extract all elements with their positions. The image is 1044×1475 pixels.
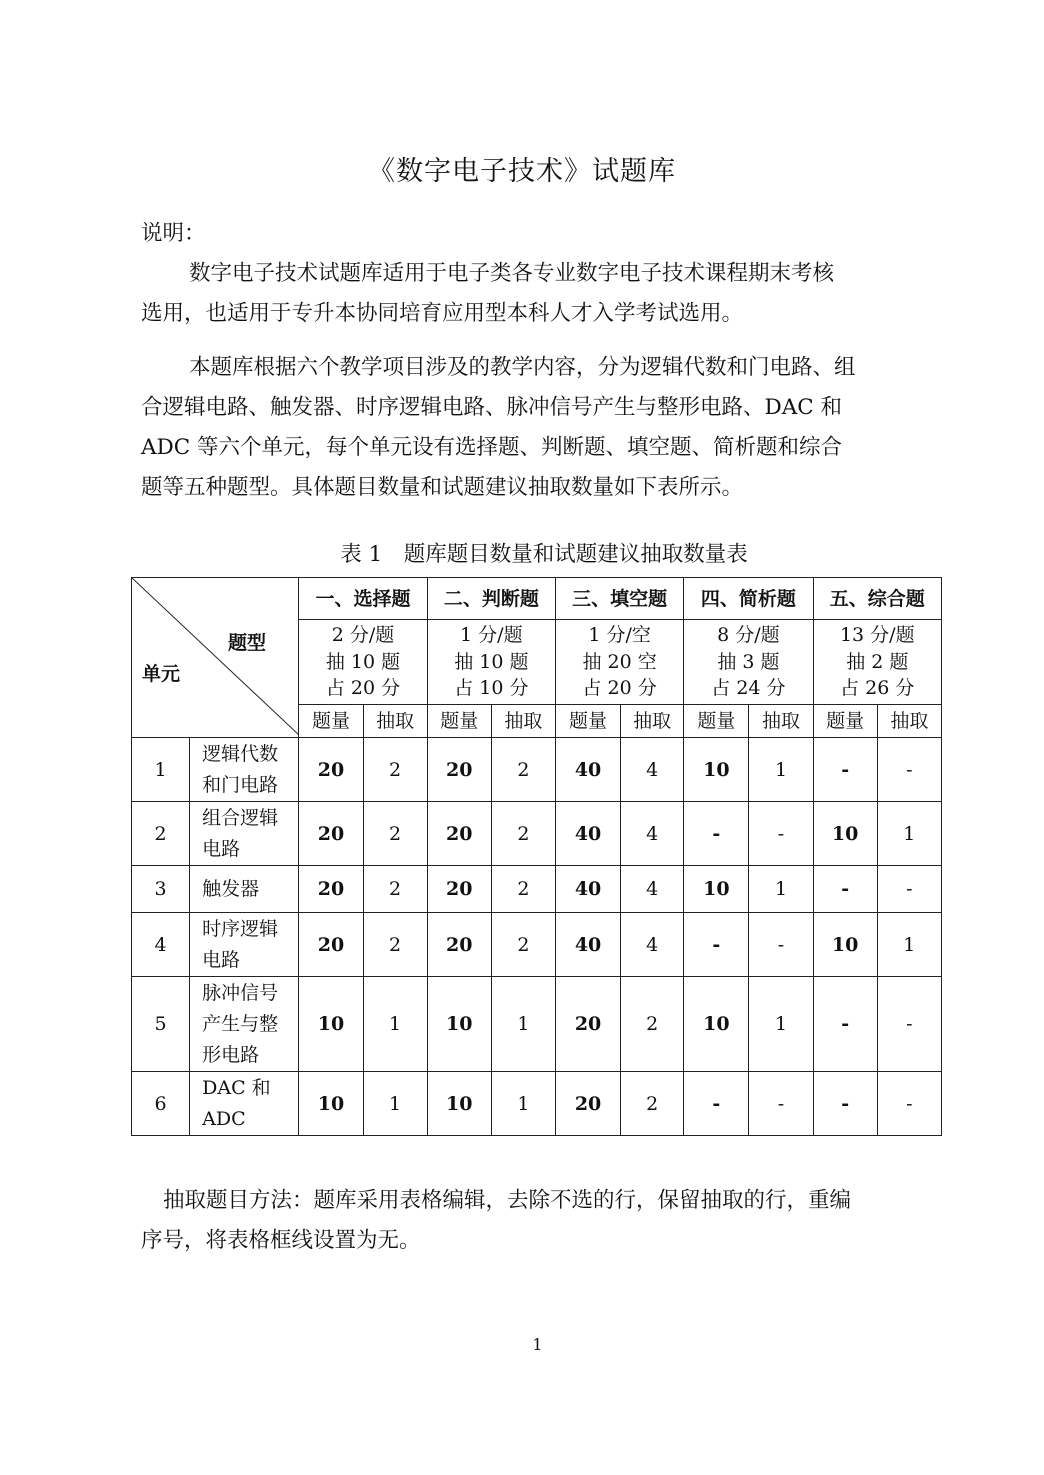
question-count-cell: - <box>684 1072 749 1136</box>
draw-count-cell: 2 <box>491 866 555 913</box>
table-row <box>132 802 942 866</box>
scoring-line: 抽 20 空 <box>582 650 657 673</box>
question-count-cell: 10 <box>427 1072 491 1136</box>
question-type-header: 五、综合题 <box>813 578 941 620</box>
question-count-cell: 10 <box>813 802 877 866</box>
count-column-header: 题量 <box>684 705 749 738</box>
draw-count-cell: 2 <box>363 802 427 866</box>
count-column-header: 题量 <box>813 705 877 738</box>
count-column-header: 题量 <box>299 705 363 738</box>
question-type-header: 四、简析题 <box>684 578 813 620</box>
draw-count-cell: 2 <box>363 866 427 913</box>
unit-name-line: 形电路 <box>202 1043 260 1066</box>
paragraph-scope <box>141 254 941 334</box>
draw-count-cell: - <box>877 1072 941 1136</box>
question-count-cell: 20 <box>427 738 491 802</box>
draw-column-header: 抽取 <box>491 705 555 738</box>
draw-column-header: 抽取 <box>363 705 427 738</box>
paragraph-line: 本题库根据六个教学项目涉及的教学内容，分为逻辑代数和门电路、组 <box>189 355 856 380</box>
question-count-cell: 10 <box>684 738 749 802</box>
question-count-cell: 10 <box>813 913 877 977</box>
unit-number: 2 <box>132 802 190 866</box>
draw-column-header: 抽取 <box>621 705 684 738</box>
scoring-line: 占 24 分 <box>711 677 786 700</box>
unit-name-line: ADC <box>202 1107 246 1130</box>
draw-count-cell: 4 <box>621 738 684 802</box>
page-number: 1 <box>532 1335 543 1354</box>
question-type-scoring <box>427 620 555 705</box>
unit-name-line: 脉冲信号 <box>202 981 279 1004</box>
unit-name-line: 时序逻辑 <box>202 917 279 940</box>
diagonal-divider <box>132 578 299 735</box>
scoring-line: 抽 2 题 <box>846 650 909 673</box>
scoring-line: 抽 10 题 <box>325 650 401 673</box>
question-type-header: 一、选择题 <box>299 578 427 620</box>
paragraph-structure <box>141 348 941 508</box>
question-count-cell: 20 <box>299 738 363 802</box>
table-row <box>132 738 942 802</box>
question-count-cell: 20 <box>427 866 491 913</box>
question-count-cell: 40 <box>555 738 620 802</box>
draw-count-cell: 2 <box>491 913 555 977</box>
paragraph-line: ADC 等六个单元，每个单元设有选择题、判断题、填空题、简析题和综合 <box>141 435 843 460</box>
question-count-cell: - <box>684 913 749 977</box>
draw-count-cell: 1 <box>491 1072 555 1136</box>
question-count-cell: 10 <box>684 977 749 1072</box>
draw-count-cell: - <box>749 802 813 866</box>
unit-name-line: 产生与整 <box>202 1012 279 1035</box>
draw-count-cell: - <box>877 977 941 1072</box>
draw-count-cell: 2 <box>491 802 555 866</box>
unit-name <box>190 866 299 913</box>
question-count-cell: - <box>813 738 877 802</box>
unit-name <box>190 913 299 977</box>
scoring-line: 占 26 分 <box>840 677 915 700</box>
question-count-cell: - <box>813 866 877 913</box>
table-row <box>132 913 942 977</box>
scoring-line: 占 20 分 <box>582 677 657 700</box>
draw-count-cell: - <box>749 1072 813 1136</box>
draw-count-cell: 1 <box>749 866 813 913</box>
question-count-cell: 40 <box>555 866 620 913</box>
intro-label-block <box>141 214 941 254</box>
draw-count-cell: 1 <box>877 913 941 977</box>
paragraph-line: 合逻辑电路、触发器、时序逻辑电路、脉冲信号产生与整形电路、DAC 和 <box>141 395 843 420</box>
unit-name <box>190 802 299 866</box>
draw-count-cell: 1 <box>749 738 813 802</box>
question-count-cell: 40 <box>555 802 620 866</box>
unit-name-line: 电路 <box>202 837 241 860</box>
draw-count-cell: 1 <box>749 977 813 1072</box>
scoring-line: 1 分/题 <box>460 624 523 647</box>
table-row <box>132 977 942 1072</box>
scoring-line: 占 10 分 <box>454 677 529 700</box>
table-corner-cell <box>132 578 299 738</box>
paragraph-method <box>141 1181 941 1261</box>
scoring-line: 1 分/空 <box>588 624 651 647</box>
draw-column-header: 抽取 <box>749 705 813 738</box>
question-type-scoring <box>813 620 941 705</box>
draw-count-cell: 1 <box>491 977 555 1072</box>
unit-number: 1 <box>132 738 190 802</box>
unit-name <box>190 977 299 1072</box>
draw-count-cell: 1 <box>363 977 427 1072</box>
unit-number: 5 <box>132 977 190 1072</box>
draw-count-cell: 2 <box>621 1072 684 1136</box>
corner-type-label: 题型 <box>228 632 267 654</box>
scoring-line: 8 分/题 <box>717 624 780 647</box>
question-count-cell: 20 <box>427 802 491 866</box>
draw-count-cell: 2 <box>363 738 427 802</box>
unit-name-line: 逻辑代数 <box>202 742 279 765</box>
unit-name-line: 触发器 <box>202 877 260 900</box>
paragraph-line: 抽取题目方法：题库采用表格编辑，去除不选的行，保留抽取的行，重编 <box>163 1188 852 1213</box>
draw-column-header: 抽取 <box>877 705 941 738</box>
unit-number: 4 <box>132 913 190 977</box>
page-title: 《数字电子技术》试题库 <box>368 156 676 187</box>
question-type-scoring <box>299 620 427 705</box>
unit-name-line: 组合逻辑 <box>202 806 279 829</box>
draw-count-cell: 1 <box>363 1072 427 1136</box>
draw-count-cell: 2 <box>363 913 427 977</box>
question-type-header: 二、判断题 <box>427 578 555 620</box>
draw-count-cell: - <box>877 738 941 802</box>
question-count-cell: 20 <box>555 1072 620 1136</box>
table-row <box>132 1072 942 1136</box>
count-column-header: 题量 <box>555 705 620 738</box>
scoring-line: 抽 3 题 <box>717 650 780 673</box>
question-count-cell: 20 <box>555 977 620 1072</box>
question-type-header: 三、填空题 <box>555 578 683 620</box>
question-type-scoring <box>684 620 813 705</box>
question-count-cell: - <box>684 802 749 866</box>
unit-name <box>190 1072 299 1136</box>
question-type-scoring <box>555 620 683 705</box>
count-column-header: 题量 <box>427 705 491 738</box>
question-count-cell: 10 <box>299 1072 363 1136</box>
table-caption: 表 1 题库题目数量和试题建议抽取数量表 <box>340 542 748 567</box>
draw-count-cell: 4 <box>621 802 684 866</box>
paragraph-line: 数字电子技术试题库适用于电子类各专业数字电子技术课程期末考核 <box>189 261 835 286</box>
table-row <box>132 866 942 913</box>
draw-count-cell: - <box>877 866 941 913</box>
draw-count-cell: - <box>749 913 813 977</box>
question-count-cell: 10 <box>299 977 363 1072</box>
paragraph-line: 题等五种题型。具体题目数量和试题建议抽取数量如下表所示。 <box>141 475 744 500</box>
question-count-cell: 20 <box>427 913 491 977</box>
draw-count-cell: 4 <box>621 866 684 913</box>
question-stats-table <box>131 577 942 1136</box>
scoring-line: 2 分/题 <box>331 624 395 647</box>
question-count-cell: 20 <box>299 913 363 977</box>
scoring-line: 占 20 分 <box>325 677 401 700</box>
question-count-cell: - <box>813 977 877 1072</box>
unit-name-line: DAC 和 <box>202 1076 271 1099</box>
question-count-cell: 20 <box>299 802 363 866</box>
unit-name <box>190 738 299 802</box>
unit-number: 3 <box>132 866 190 913</box>
question-count-cell: 10 <box>684 866 749 913</box>
question-count-cell: - <box>813 1072 877 1136</box>
paragraph-line: 序号，将表格框线设置为无。 <box>141 1228 421 1253</box>
scoring-line: 抽 10 题 <box>454 650 529 673</box>
question-count-cell: 40 <box>555 913 620 977</box>
paragraph-line: 选用，也适用于专升本协同培育应用型本科人才入学考试选用。 <box>141 301 744 326</box>
unit-name-line: 和门电路 <box>202 773 279 796</box>
question-count-cell: 10 <box>427 977 491 1072</box>
unit-name-line: 电路 <box>202 948 241 971</box>
question-count-cell: 20 <box>299 866 363 913</box>
intro-label: 说明： <box>141 221 206 246</box>
draw-count-cell: 2 <box>491 738 555 802</box>
scoring-line: 13 分/题 <box>839 624 915 647</box>
draw-count-cell: 4 <box>621 913 684 977</box>
draw-count-cell: 1 <box>877 802 941 866</box>
draw-count-cell: 2 <box>621 977 684 1072</box>
unit-number: 6 <box>132 1072 190 1136</box>
corner-unit-label: 单元 <box>142 663 181 685</box>
